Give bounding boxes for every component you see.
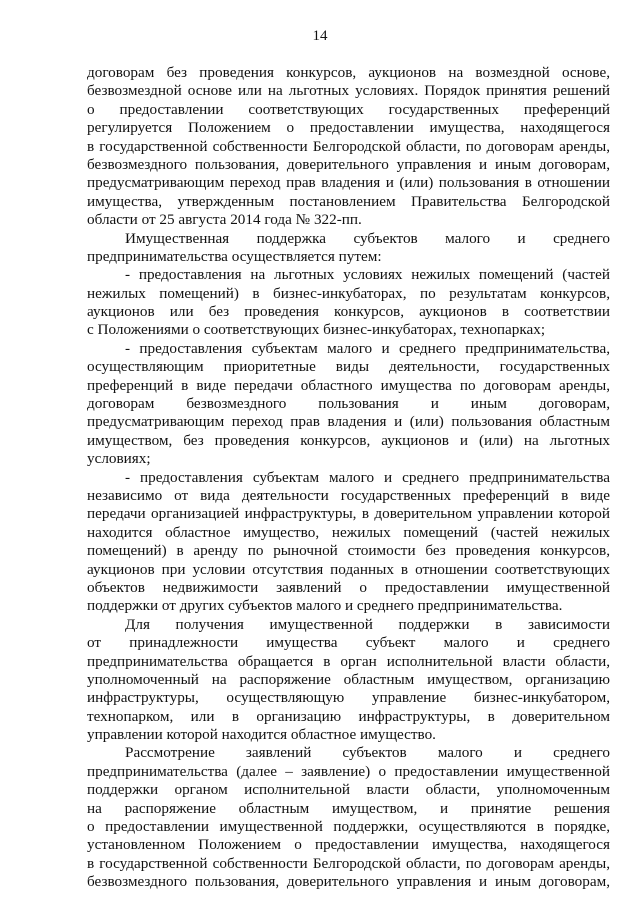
text-line: области от 25 августа 2014 года № 322-пп. bbox=[87, 211, 362, 229]
text-line: объектов недвижимости заявлений о предоставлении имущественной bbox=[87, 578, 610, 596]
text-line: преференций в виде передачи областного имущества по договорам аренды, bbox=[87, 376, 610, 394]
text-line: - предоставления субъектам малого и среднего предпринимательства, bbox=[125, 339, 610, 357]
text-line: установленном Положением о предоставлении имущества, находящегося bbox=[87, 836, 610, 854]
text-line: - предоставления на льготных условиях нежилых помещений (частей bbox=[125, 266, 610, 284]
text-line: помещений) в аренду по рыночной стоимости без проведения конкурсов, bbox=[87, 542, 610, 560]
text-line: аукционов при условии отсутствия поданных в отношении соответствующих bbox=[87, 560, 610, 578]
text-line: предпринимательства обращается в орган исполнительной власти области, bbox=[87, 652, 610, 670]
text-line: поддержки органом исполнительной власти области, уполномоченным bbox=[87, 781, 610, 799]
text-line: уполномоченный на распоряжение областным имуществом, организацию bbox=[87, 670, 610, 688]
text-line: о предоставлении соответствующих государственных преференций bbox=[87, 100, 610, 118]
text-line: предусматривающим переход прав владения и (или) пользования областным bbox=[87, 413, 610, 431]
text-line: безвозмездного пользования, доверительного управления и иным договорам, bbox=[87, 155, 610, 173]
text-line: на распоряжение областным имуществом, и принятие решения bbox=[87, 799, 610, 817]
text-line: предусматривающим переход прав владения и (или) пользования в отношении bbox=[87, 174, 610, 192]
text-line: с Положениями о соответствующих бизнес-инкубаторах, технопарках; bbox=[87, 321, 546, 339]
text-line: условиях; bbox=[87, 450, 151, 468]
text-line: в государственной собственности Белгородской области, по договорам аренды, bbox=[87, 854, 610, 872]
text-line: имуществом, без проведения конкурсов, аукционов и (или) на льготных bbox=[87, 431, 610, 449]
text-line: договорам безвозмездного пользования и иным договорам, bbox=[87, 395, 610, 413]
text-line: осуществляющим приоритетные виды деятельности, государственных bbox=[87, 358, 610, 376]
text-line: регулируется Положением о предоставлении имущества, находящегося bbox=[87, 119, 610, 137]
text-line: передачи организацией инфраструктуры, в доверительном управлении которой bbox=[87, 505, 610, 523]
page-number: 14 bbox=[312, 28, 328, 44]
text-line: независимо от вида деятельности государственных преференций в виде bbox=[87, 486, 610, 504]
text-line: имущества, утвержденным постановлением Правительства Белгородской bbox=[87, 192, 610, 210]
text-line: о предоставлении имущественной поддержки, осуществляются в порядке, bbox=[87, 818, 610, 836]
text-line: предпринимательства (далее – заявление) о предоставлении имущественной bbox=[87, 762, 610, 780]
text-line: Для получения имущественной поддержки в зависимости bbox=[125, 615, 610, 633]
text-line: Имущественная поддержка субъектов малого и среднего bbox=[125, 229, 610, 247]
text-line: аукционов или без проведения конкурсов, аукционов в соответствии bbox=[87, 303, 610, 321]
text-line: предпринимательства осуществляется путем: bbox=[87, 247, 382, 265]
text-line: - предоставления субъектам малого и среднего предпринимательства bbox=[125, 468, 610, 486]
text-line: от принадлежности имущества субъект малого и среднего bbox=[87, 634, 610, 652]
text-line: безвозмездного пользования, доверительного управления и иным договорам, bbox=[87, 873, 610, 891]
text-line: в государственной собственности Белгородской области, по договорам аренды, bbox=[87, 137, 610, 155]
text-line: договорам без проведения конкурсов, аукционов на возмездной основе, bbox=[87, 64, 610, 81]
text-line: технопарком, или в организацию инфраструктуры, в доверительном bbox=[87, 707, 610, 725]
text-line: находится областное имущество, нежилых помещений (частей нежилых bbox=[87, 523, 610, 541]
body-text bbox=[87, 64, 610, 892]
text-line: нежилых помещений) в бизнес-инкубаторах, по результатам конкурсов, bbox=[87, 284, 610, 302]
text-line: Рассмотрение заявлений субъектов малого и среднего bbox=[125, 744, 610, 762]
text-line: поддержки от других субъектов малого и среднего предпринимательства. bbox=[87, 597, 563, 615]
text-line: управлении которой находится областное имущество. bbox=[87, 726, 436, 744]
text-line: инфраструктуры, осуществляющую управление бизнес-инкубатором, bbox=[87, 689, 610, 707]
text-line: безвозмездной основе или на льготных условиях. Порядок принятия решений bbox=[87, 82, 610, 100]
